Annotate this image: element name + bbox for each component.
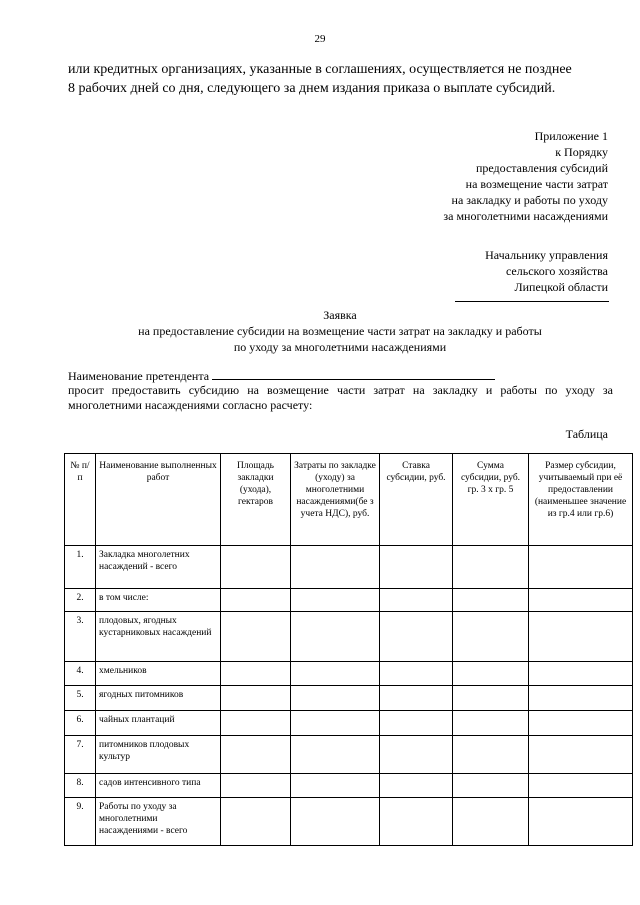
cell-area[interactable] [221, 589, 291, 612]
row-num: 9. [65, 798, 96, 846]
table-row [65, 686, 633, 711]
applicant-field [68, 368, 495, 384]
cell-rate[interactable] [380, 546, 453, 589]
applicant-blank[interactable] [212, 368, 495, 380]
appendix-line: предоставления субсидий [475, 161, 608, 175]
cell-area[interactable] [221, 546, 291, 589]
cell-area[interactable] [221, 686, 291, 711]
table-row [65, 711, 633, 736]
row-num: 2. [65, 589, 96, 612]
cell-sum[interactable] [453, 686, 529, 711]
cell-subsidy[interactable] [529, 546, 633, 589]
request-paragraph [68, 383, 613, 413]
table-row [65, 589, 633, 612]
title-heading: Заявка [323, 308, 357, 322]
cell-costs[interactable] [291, 662, 380, 686]
title-line: по уходу за многолетними насаждениями [233, 340, 447, 354]
row-num: 7. [65, 736, 96, 774]
appendix-block [443, 128, 608, 224]
row-name: хмельников [96, 662, 221, 686]
subsidy-table [64, 453, 633, 846]
appendix-line: Приложение 1 [534, 129, 608, 143]
table-row [65, 612, 633, 662]
cell-sum[interactable] [453, 711, 529, 736]
header-area: Площадь закладки (ухода), гектаров [221, 454, 291, 546]
header-costs: Затраты по закладке (уходу) за многолетними насаждениями(бе з учета НДС), руб. [291, 454, 380, 546]
cell-area[interactable] [221, 736, 291, 774]
cell-subsidy[interactable] [529, 662, 633, 686]
cell-sum[interactable] [453, 589, 529, 612]
title-line: на предоставление субсидии на возмещение части затрат на закладку и работы [138, 324, 542, 338]
cell-rate[interactable] [380, 686, 453, 711]
row-name: Закладка многолетних насаждений - всего [96, 546, 221, 589]
cell-sum[interactable] [453, 612, 529, 662]
addressee-block [485, 247, 608, 295]
table-row [65, 798, 633, 846]
intro-line: 8 рабочих дней со дня, следующего за днем издания приказа о выплате субсидий. [68, 81, 556, 96]
row-num: 3. [65, 612, 96, 662]
table-row [65, 662, 633, 686]
document-title [0, 307, 640, 355]
cell-costs[interactable] [291, 736, 380, 774]
header-rate: Ставка субсидии, руб. [380, 454, 453, 546]
cell-rate[interactable] [380, 589, 453, 612]
row-name: садов интенсивного типа [96, 774, 221, 798]
cell-sum[interactable] [453, 736, 529, 774]
row-name: плодовых, ягодных кустарниковых насаждений [96, 612, 221, 662]
row-name: в том числе: [96, 589, 221, 612]
row-name: ягодных питомников [96, 686, 221, 711]
table-row [65, 736, 633, 774]
cell-costs[interactable] [291, 711, 380, 736]
cell-subsidy[interactable] [529, 589, 633, 612]
header-sum: Сумма субсидии, руб. гр. 3 х гр. 5 [453, 454, 529, 546]
cell-costs[interactable] [291, 798, 380, 846]
table-row [65, 774, 633, 798]
cell-sum[interactable] [453, 546, 529, 589]
request-line: просит предоставить субсидию на возмещение части затрат на закладку и работы по уходу за [68, 383, 613, 397]
request-line: многолетними насаждениями согласно расчету: [68, 398, 313, 412]
row-name: чайных плантаций [96, 711, 221, 736]
appendix-line: на возмещение части затрат [465, 177, 608, 191]
cell-sum[interactable] [453, 798, 529, 846]
cell-rate[interactable] [380, 662, 453, 686]
row-name: питомников плодовых культур [96, 736, 221, 774]
cell-subsidy[interactable] [529, 686, 633, 711]
cell-subsidy[interactable] [529, 612, 633, 662]
cell-costs[interactable] [291, 589, 380, 612]
row-num: 6. [65, 711, 96, 736]
intro-paragraph [68, 60, 613, 98]
row-num: 4. [65, 662, 96, 686]
row-num: 1. [65, 546, 96, 589]
cell-costs[interactable] [291, 686, 380, 711]
table-header-row [65, 454, 633, 546]
header-num: № п/п [65, 454, 96, 546]
cell-subsidy[interactable] [529, 736, 633, 774]
cell-rate[interactable] [380, 774, 453, 798]
header-subsidy-size: Размер субсидии, учитываемый при её предоставлении (наименьшее значение из гр.4 или гр.6) [529, 454, 633, 546]
cell-rate[interactable] [380, 612, 453, 662]
row-num: 8. [65, 774, 96, 798]
appendix-line: за многолетними насаждениями [443, 209, 608, 223]
cell-area[interactable] [221, 612, 291, 662]
addressee-line: сельского хозяйства [505, 264, 608, 278]
row-num: 5. [65, 686, 96, 711]
cell-costs[interactable] [291, 612, 380, 662]
addressee-line: Начальнику управления [485, 248, 608, 262]
table-label: Таблица [565, 427, 608, 441]
header-work-name: Наименование выполненных работ [96, 454, 221, 546]
cell-rate[interactable] [380, 798, 453, 846]
cell-subsidy[interactable] [529, 711, 633, 736]
appendix-line: к Порядку [555, 145, 608, 159]
cell-area[interactable] [221, 774, 291, 798]
page-number: 29 [314, 33, 326, 45]
cell-area[interactable] [221, 662, 291, 686]
cell-sum[interactable] [453, 662, 529, 686]
cell-area[interactable] [221, 798, 291, 846]
row-name: Работы по уходу за многолетними насаждениями - всего [96, 798, 221, 846]
cell-subsidy[interactable] [529, 774, 633, 798]
cell-costs[interactable] [291, 774, 380, 798]
cell-subsidy[interactable] [529, 798, 633, 846]
signature-line[interactable] [455, 301, 609, 302]
cell-sum[interactable] [453, 774, 529, 798]
cell-rate[interactable] [380, 736, 453, 774]
cell-rate[interactable] [380, 711, 453, 736]
cell-costs[interactable] [291, 546, 380, 589]
table-row [65, 546, 633, 589]
addressee-line: Липецкой области [514, 280, 608, 294]
appendix-line: на закладку и работы по уходу [451, 193, 608, 207]
intro-line: или кредитных организациях, указанные в соглашениях, осуществляется не позднее [68, 62, 572, 77]
cell-area[interactable] [221, 711, 291, 736]
applicant-label: Наименование претендента [68, 369, 210, 383]
